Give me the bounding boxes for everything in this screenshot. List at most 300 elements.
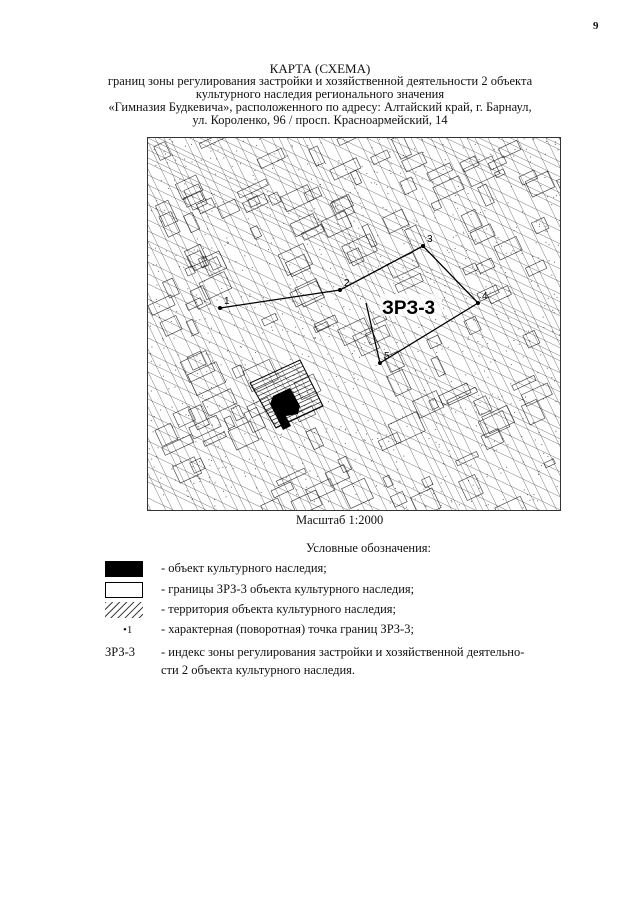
map-speckle: [273, 238, 274, 239]
map-speckle: [381, 446, 382, 447]
map-speckle: [404, 332, 405, 333]
map-speckle: [529, 381, 530, 382]
map-speckle: [443, 463, 444, 464]
map-speckle: [179, 424, 180, 425]
map-speckle: [281, 434, 282, 435]
map-speckle: [374, 182, 375, 183]
map-speckle: [223, 157, 224, 158]
map-speckle: [545, 231, 546, 232]
map-speckle: [271, 327, 272, 328]
map-speckle: [470, 232, 471, 233]
map-speckle: [272, 330, 273, 331]
map-speckle: [372, 147, 373, 148]
map-speckle: [204, 198, 205, 199]
map-speckle: [160, 478, 161, 479]
map-speckle: [496, 242, 497, 243]
map-speckle: [326, 432, 327, 433]
map-speckle: [196, 302, 197, 303]
map-speckle: [245, 364, 246, 365]
map-canvas: [148, 138, 560, 510]
map-speckle: [355, 162, 356, 163]
map-speckle: [151, 361, 152, 362]
map-speckle: [558, 245, 559, 246]
map-speckle: [335, 206, 336, 207]
map-speckle: [404, 243, 405, 244]
map-speckle: [345, 178, 346, 179]
map-speckle: [212, 211, 213, 212]
map-speckle: [278, 160, 279, 161]
map-speckle: [435, 319, 436, 320]
map-speckle: [168, 188, 169, 189]
map-speckle: [508, 202, 509, 203]
map-speckle: [155, 208, 156, 209]
map-speckle: [317, 476, 318, 477]
map-speckle: [434, 217, 435, 218]
map-speckle: [259, 139, 260, 140]
map-line: [367, 138, 547, 510]
map-speckle: [481, 413, 482, 414]
map-speckle: [436, 442, 437, 443]
map-speckle: [447, 250, 448, 251]
map-speckle: [159, 306, 160, 307]
map-speckle: [224, 245, 225, 246]
map-speckle: [209, 342, 210, 343]
map-speckle: [235, 261, 236, 262]
map-speckle: [208, 333, 209, 334]
map-speckle: [487, 343, 488, 344]
map-speckle: [218, 150, 219, 151]
map-speckle: [249, 294, 250, 295]
building-outline: [342, 478, 374, 508]
building-outline: [203, 432, 226, 446]
map-speckle: [208, 424, 209, 425]
map-line: [439, 138, 560, 510]
boundary-point-label: 1: [224, 296, 230, 307]
map-speckle: [360, 203, 361, 204]
map-speckle: [487, 474, 488, 475]
map-speckle: [226, 496, 227, 497]
map-speckle: [418, 327, 419, 328]
map-speckle: [559, 334, 560, 335]
map-speckle: [150, 300, 151, 301]
map-speckle: [327, 354, 328, 355]
map-speckle: [451, 408, 452, 409]
map-speckle: [286, 191, 287, 192]
map-speckle: [342, 274, 343, 275]
map-speckle: [449, 178, 450, 179]
map-speckle: [414, 148, 415, 149]
map-speckle: [241, 347, 242, 348]
map-speckle: [417, 334, 418, 335]
map-speckle: [443, 374, 444, 375]
map-speckle: [257, 239, 258, 240]
map-speckle: [448, 347, 449, 348]
map-speckle: [395, 322, 396, 323]
map-speckle: [481, 265, 482, 266]
map-speckle: [256, 204, 257, 205]
map-speckle: [395, 365, 396, 366]
map-speckle: [350, 282, 351, 283]
map-speckle: [528, 331, 529, 332]
map-speckle: [476, 273, 477, 274]
map-speckle: [539, 471, 540, 472]
map-speckle: [250, 419, 251, 420]
map-speckle: [211, 193, 212, 194]
map-speckle: [494, 441, 495, 442]
map-speckle: [296, 489, 297, 490]
map-speckle: [536, 221, 537, 222]
title-line-3: культурного наследия регионального значения: [195, 87, 445, 101]
map-speckle: [185, 146, 186, 147]
map-speckle: [154, 149, 155, 150]
map-line: [207, 138, 387, 510]
map-speckle: [223, 201, 224, 202]
map-speckle: [445, 159, 446, 160]
map-speckle: [551, 377, 552, 378]
map-speckle: [154, 467, 155, 468]
map-speckle: [361, 347, 362, 348]
map-speckle: [226, 467, 227, 468]
map-line: [148, 138, 286, 510]
map-speckle: [338, 386, 339, 387]
map-speckle: [184, 159, 185, 160]
map-speckle: [498, 237, 499, 238]
map-speckle: [377, 172, 378, 173]
map-speckle: [328, 317, 329, 318]
map-speckle: [193, 214, 194, 215]
legend-text: - индекс зоны регулирования застройки и хозяйственной деятельно-: [161, 645, 525, 659]
map-speckle: [451, 501, 452, 502]
map-speckle: [456, 235, 457, 236]
map-speckle: [228, 429, 229, 430]
map-speckle: [215, 174, 216, 175]
map-speckle: [155, 165, 156, 166]
map-speckle: [223, 491, 224, 492]
map-speckle: [417, 399, 418, 400]
map-speckle: [449, 450, 450, 451]
map-speckle: [539, 224, 540, 225]
map-speckle: [540, 354, 541, 355]
map-speckle: [426, 506, 427, 507]
map-speckle: [215, 203, 216, 204]
map-speckle: [172, 218, 173, 219]
map-speckle: [298, 311, 299, 312]
map-speckle: [176, 255, 177, 256]
map-speckle: [493, 168, 494, 169]
map-speckle: [444, 297, 445, 298]
map-speckle: [409, 225, 410, 226]
map-speckle: [533, 494, 534, 495]
map-speckle: [460, 407, 461, 408]
map-speckle: [338, 160, 339, 161]
map-speckle: [249, 296, 250, 297]
map-speckle: [345, 169, 346, 170]
map-speckle: [179, 179, 180, 180]
map-speckle: [196, 294, 197, 295]
legend-text: - территория объекта культурного наследия;: [161, 602, 397, 616]
map-speckle: [222, 139, 223, 140]
map-speckle: [168, 310, 169, 311]
map-speckle: [267, 207, 268, 208]
map-speckle: [395, 138, 396, 139]
map-speckle: [400, 173, 401, 174]
zone-label: ЗРЗ-3: [382, 298, 436, 319]
map-speckle: [391, 163, 392, 164]
title-line-5: ул. Короленко, 96 / просп. Красноармейский, 14: [192, 113, 448, 127]
building-outline: [427, 163, 453, 181]
map-speckle: [443, 144, 444, 145]
title-line-2: границ зоны регулирования застройки и хозяйственной деятельности 2 объекта: [107, 74, 533, 88]
map-speckle: [422, 139, 423, 140]
map-speckle: [377, 433, 378, 434]
map-speckle: [547, 368, 548, 369]
map-speckle: [193, 477, 194, 478]
map-speckle: [164, 210, 165, 211]
map-speckle: [450, 456, 451, 457]
map-speckle: [397, 469, 398, 470]
map-speckle: [399, 481, 400, 482]
map-speckle: [265, 184, 266, 185]
map-scale: Масштаб 1:2000: [296, 513, 384, 527]
map-speckle: [344, 328, 345, 329]
map-speckle: [366, 434, 367, 435]
map-speckle: [160, 409, 161, 410]
map-speckle: [490, 200, 491, 201]
map-speckle: [221, 364, 222, 365]
map-speckle: [337, 224, 338, 225]
map-speckle: [336, 376, 337, 377]
map-line: [148, 138, 205, 510]
map-speckle: [359, 236, 360, 237]
map-speckle: [519, 381, 520, 382]
map-speckle: [498, 397, 499, 398]
map-speckle: [502, 438, 503, 439]
map-speckle: [362, 296, 363, 297]
map-speckle: [539, 226, 540, 227]
map-speckle: [195, 320, 196, 321]
map-line: [411, 138, 560, 510]
map-speckle: [287, 155, 288, 156]
map-speckle: [288, 213, 289, 214]
map-speckle: [427, 490, 428, 491]
map-speckle: [345, 337, 346, 338]
map-speckle: [226, 237, 227, 238]
map-speckle: [252, 358, 253, 359]
map-speckle: [319, 445, 320, 446]
map-speckle: [480, 187, 481, 188]
map-speckle: [523, 356, 524, 357]
map-speckle: [549, 244, 550, 245]
map-line: [148, 163, 560, 361]
map-speckle: [192, 466, 193, 467]
map-speckle: [505, 272, 506, 273]
map-speckle: [478, 395, 479, 396]
map-speckle: [407, 389, 408, 390]
map-speckle: [221, 461, 222, 462]
map-speckle: [473, 320, 474, 321]
map-speckle: [206, 371, 207, 372]
map-speckle: [276, 150, 277, 151]
map-speckle: [364, 439, 365, 440]
map-speckle: [287, 331, 288, 332]
map-speckle: [369, 342, 370, 343]
map-speckle: [153, 431, 154, 432]
map-speckle: [490, 154, 491, 155]
map-speckle: [202, 205, 203, 206]
map-speckle: [335, 299, 336, 300]
map-speckle: [368, 271, 369, 272]
map-speckle: [524, 490, 525, 491]
map-speckle: [229, 261, 230, 262]
map-speckle: [415, 499, 416, 500]
map-speckle: [445, 292, 446, 293]
map-speckle: [171, 321, 172, 322]
map-speckle: [187, 496, 188, 497]
map-speckle: [194, 267, 195, 268]
map-speckle: [177, 221, 178, 222]
map-speckle: [427, 383, 428, 384]
map-speckle: [151, 420, 152, 421]
map-speckle: [500, 267, 501, 268]
map-speckle: [439, 444, 440, 445]
map-speckle: [209, 477, 210, 478]
map-speckle: [242, 340, 243, 341]
map-speckle: [426, 272, 427, 273]
map-speckle: [545, 177, 546, 178]
map-speckle: [352, 238, 353, 239]
map-speckle: [468, 337, 469, 338]
map-speckle: [402, 416, 403, 417]
map-speckle: [172, 465, 173, 466]
map-speckle: [156, 284, 157, 285]
map-speckle: [243, 141, 244, 142]
map-speckle: [551, 204, 552, 205]
map-speckle: [311, 179, 312, 180]
map-speckle: [198, 426, 199, 427]
map-speckle: [436, 342, 437, 343]
map-line: [148, 467, 560, 510]
map-speckle: [494, 149, 495, 150]
map-speckle: [439, 446, 440, 447]
map-speckle: [300, 317, 301, 318]
map-speckle: [449, 404, 450, 405]
map-speckle: [202, 395, 203, 396]
map-speckle: [316, 297, 317, 298]
map-speckle: [471, 465, 472, 466]
map-speckle: [410, 241, 411, 242]
map-speckle: [469, 161, 470, 162]
map-speckle: [262, 333, 263, 334]
map-speckle: [172, 468, 173, 469]
building-outline: [422, 476, 433, 488]
map-speckle: [289, 264, 290, 265]
building-outline: [342, 234, 378, 264]
map-speckle: [555, 401, 556, 402]
map-speckle: [432, 484, 433, 485]
map-speckle: [369, 500, 370, 501]
map-speckle: [508, 318, 509, 319]
map-line: [155, 138, 335, 510]
map-speckle: [241, 296, 242, 297]
map-speckle: [473, 485, 474, 486]
map-speckle: [313, 362, 314, 363]
map-speckle: [197, 250, 198, 251]
map-speckle: [441, 491, 442, 492]
map-speckle: [412, 178, 413, 179]
building-outline: [494, 236, 522, 260]
map-speckle: [363, 215, 364, 216]
map-speckle: [354, 351, 355, 352]
map-speckle: [479, 355, 480, 356]
map-speckle: [533, 138, 534, 139]
map-speckle: [191, 144, 192, 145]
map-speckle: [264, 462, 265, 463]
map-speckle: [348, 177, 349, 178]
map-speckle: [360, 298, 361, 299]
map-speckle: [197, 476, 198, 477]
map-speckle: [209, 465, 210, 466]
map-speckle: [554, 262, 555, 263]
map-speckle: [390, 325, 391, 326]
map-speckle: [453, 214, 454, 215]
map-speckle: [294, 332, 295, 333]
map-speckle: [403, 155, 404, 156]
point-symbol: •1: [123, 624, 133, 636]
map-speckle: [471, 214, 472, 215]
map-speckle: [480, 424, 481, 425]
map-speckle: [299, 216, 300, 217]
map-speckle: [159, 365, 160, 366]
map-speckle: [311, 210, 312, 211]
map-speckle: [384, 423, 385, 424]
map-speckle: [200, 479, 201, 480]
map-speckle: [479, 488, 480, 489]
map-speckle: [481, 445, 482, 446]
map-speckle: [434, 212, 435, 213]
map-speckle: [522, 211, 523, 212]
map-speckle: [233, 468, 234, 469]
map-speckle: [188, 415, 189, 416]
map-speckle: [261, 492, 262, 493]
map-speckle: [455, 411, 456, 412]
map-speckle: [207, 406, 208, 407]
map-speckle: [508, 346, 509, 347]
map-speckle: [208, 459, 209, 460]
map-speckle: [214, 499, 215, 500]
map-speckle: [547, 171, 548, 172]
map-speckle: [354, 221, 355, 222]
map-speckle: [463, 147, 464, 148]
map-speckle: [395, 488, 396, 489]
map-speckle: [421, 325, 422, 326]
map-speckle: [480, 212, 481, 213]
map-speckle: [400, 165, 401, 166]
map-speckle: [226, 379, 227, 380]
map-speckle: [484, 371, 485, 372]
map-speckle: [389, 170, 390, 171]
map-speckle: [280, 479, 281, 480]
map-speckle: [314, 501, 315, 502]
map-speckle: [290, 284, 291, 285]
map-speckle: [433, 181, 434, 182]
map-speckle: [317, 282, 318, 283]
map-speckle: [474, 405, 475, 406]
map-speckle: [424, 166, 425, 167]
map-speckle: [476, 425, 477, 426]
map-speckle: [318, 164, 319, 165]
map-speckle: [423, 152, 424, 153]
map-speckle: [356, 494, 357, 495]
